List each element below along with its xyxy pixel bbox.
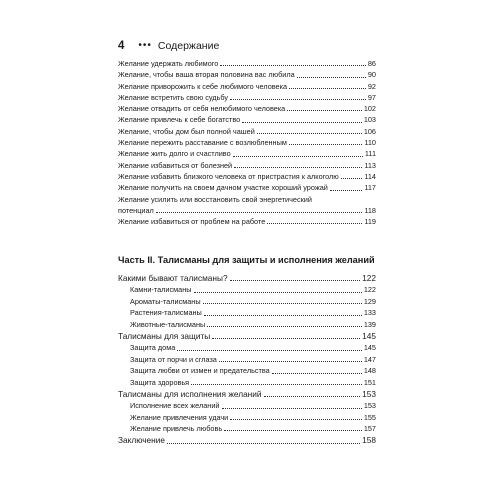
dot-leader [230, 418, 362, 420]
toc-subentry [118, 342, 376, 353]
toc-entry [118, 114, 376, 125]
toc-entry-title: Желание, чтобы дом был полной чашей [118, 126, 255, 136]
dot-leader [220, 64, 366, 66]
toc-subentry-page: 129 [363, 296, 376, 306]
dot-leader [233, 155, 363, 157]
toc-subentry-page: 153 [363, 401, 376, 411]
toc-entry [118, 126, 376, 137]
dot-leader [224, 429, 362, 431]
toc-subentry-title: Камни-талисманы [130, 285, 192, 295]
header-dots-ornament: ••• [138, 40, 152, 51]
toc-entry-page: 103 [363, 115, 376, 125]
toc-entry-page: 97 [367, 92, 376, 102]
toc-section-page: 145 [362, 330, 376, 341]
toc-section-page: 153 [362, 388, 376, 399]
dot-leader [341, 177, 363, 179]
toc-entry-page: 90 [367, 70, 376, 80]
toc-section-title: Талисманы для исполнения желаний [118, 388, 262, 399]
toc-section-title: Талисманы для защиты [118, 330, 211, 341]
toc-entry-title: Желание встретить свою судьбу [118, 92, 229, 102]
dot-leader [287, 109, 362, 111]
running-title: Содержание [157, 40, 220, 52]
toc-subentry-title: Защита здоровья [130, 377, 190, 387]
toc-subentry [118, 307, 376, 318]
dot-leader [194, 291, 362, 293]
toc-subentry-page: 122 [363, 285, 376, 295]
dot-leader [177, 349, 362, 351]
toc-entry [118, 81, 376, 92]
toc-list-part2 [118, 272, 376, 447]
toc-subentry-page: 155 [363, 412, 376, 422]
toc-subentry-page: 145 [363, 343, 376, 353]
toc-entry-page: 111 [364, 149, 376, 159]
dot-leader [257, 132, 362, 134]
toc-subentry-title: Защита дома [130, 343, 176, 353]
toc-subentry-title: Животные-талисманы [130, 319, 206, 329]
toc-subentry-title: Желание привлечения удачи [130, 412, 229, 422]
toc-entry-title: Желание, чтобы ваша вторая половина вас любила [118, 70, 295, 80]
toc-entry-page: 113 [364, 160, 376, 170]
toc-subentry [118, 296, 376, 307]
toc-section [118, 388, 376, 400]
toc-subentry-page: 157 [363, 424, 376, 434]
toc-entry-page: 86 [367, 59, 376, 68]
toc-entry-title: Желание привлечь к себе богатство [118, 115, 241, 125]
part-heading: Часть II. Талисманы для защиты и исполнения желаний [118, 255, 375, 265]
dot-leader [222, 407, 362, 409]
dot-leader [191, 383, 362, 385]
toc-subentry [118, 412, 376, 423]
dot-leader [289, 143, 363, 145]
toc-section [118, 434, 376, 446]
toc-subentry-page: 148 [363, 366, 376, 376]
toc-list-part1 [118, 58, 376, 227]
dot-leader [330, 189, 363, 191]
toc-section [118, 272, 376, 284]
toc-entry-page: 118 [364, 205, 376, 215]
toc-subentry-page: 139 [363, 319, 376, 329]
toc-entry [118, 69, 376, 80]
toc-entry-page: 92 [367, 81, 376, 91]
dot-leader [203, 302, 362, 304]
toc-entry-page: 119 [364, 217, 376, 227]
dot-leader [212, 337, 360, 339]
toc-entry [118, 160, 376, 171]
dot-leader [272, 372, 362, 374]
toc-entry-title: Желание получить на своем дачном участке хороший урожай [118, 183, 328, 193]
toc-entry [118, 171, 376, 182]
toc-subentry [118, 319, 376, 330]
toc-subentry-title: Защита от порчи и сглаза [130, 354, 217, 364]
dot-leader [156, 211, 363, 213]
toc-subentry-title: Растения-талисманы [130, 308, 202, 318]
dot-leader [289, 87, 366, 89]
dot-leader [230, 98, 366, 100]
toc-section [118, 330, 376, 342]
dot-leader [234, 166, 362, 168]
toc-entry-page: 110 [364, 138, 376, 148]
toc-entry-title: Желание удержать любимого [118, 59, 219, 68]
toc-subentry-title: Ароматы-талисманы [130, 296, 201, 306]
toc-entry [118, 194, 376, 217]
toc-section-title: Какими бывают талисманы? [118, 272, 228, 283]
toc-subentry [118, 365, 376, 376]
page-number: 4 [118, 40, 125, 52]
toc-section-page: 158 [362, 435, 376, 446]
dot-leader [207, 325, 362, 327]
toc-entry [118, 92, 376, 103]
toc-section-page: 122 [362, 272, 376, 283]
toc-entry [118, 216, 376, 227]
toc-entry-title: Желание приворожить к себе любимого человека [118, 81, 288, 91]
dot-leader [242, 121, 362, 123]
dot-leader [204, 314, 362, 316]
page-header [118, 40, 219, 52]
toc-entry-title: Желание избавиться от проблем на работе [118, 217, 266, 227]
toc-subentry [118, 284, 376, 295]
toc-entry [118, 58, 376, 69]
toc-entry-title: Желание отвадить от себя нелюбимого человека [118, 104, 286, 114]
toc-subentry [118, 400, 376, 411]
toc-subentry [118, 377, 376, 388]
toc-subentry-page: 133 [363, 308, 376, 318]
toc-subentry-page: 147 [363, 354, 376, 364]
dot-leader [219, 360, 362, 362]
toc-entry [118, 148, 376, 159]
toc-subentry-page: 151 [363, 377, 376, 387]
toc-entry-title: Желание избавиться от болезней [118, 160, 233, 170]
toc-entry [118, 137, 376, 148]
toc-entry [118, 103, 376, 114]
toc-subentry [118, 423, 376, 434]
dot-leader [267, 222, 362, 224]
toc-entry-title: Желание усилить или восстановить свой энергетический [118, 194, 312, 204]
toc-entry-page: 114 [364, 171, 376, 181]
toc-entry-title-continued: потенциал [118, 205, 154, 215]
dot-leader [297, 76, 366, 78]
dot-leader [264, 395, 361, 397]
dot-leader [167, 442, 360, 444]
toc-entry-title: Желание избавить близкого человека от пристрастия к алкоголю [118, 171, 339, 181]
toc-entry-title: Желание жить долго и счастливо [118, 149, 231, 159]
toc-entry-page: 102 [363, 104, 376, 114]
toc-entry [118, 182, 376, 193]
toc-section-title: Заключение [118, 435, 165, 446]
toc-entry-title: Желание пережить расставание с возлюбленным [118, 138, 287, 148]
toc-subentry-title: Исполнение всех желаний [130, 401, 220, 411]
toc-subentry-title: Желание привлечь любовь [130, 424, 223, 434]
toc-entry-page: 106 [363, 126, 376, 136]
toc-entry-page: 117 [364, 183, 376, 193]
toc-subentry-title: Защита любви от измен и предательства [130, 366, 270, 376]
toc-subentry [118, 354, 376, 365]
dot-leader [230, 279, 361, 281]
